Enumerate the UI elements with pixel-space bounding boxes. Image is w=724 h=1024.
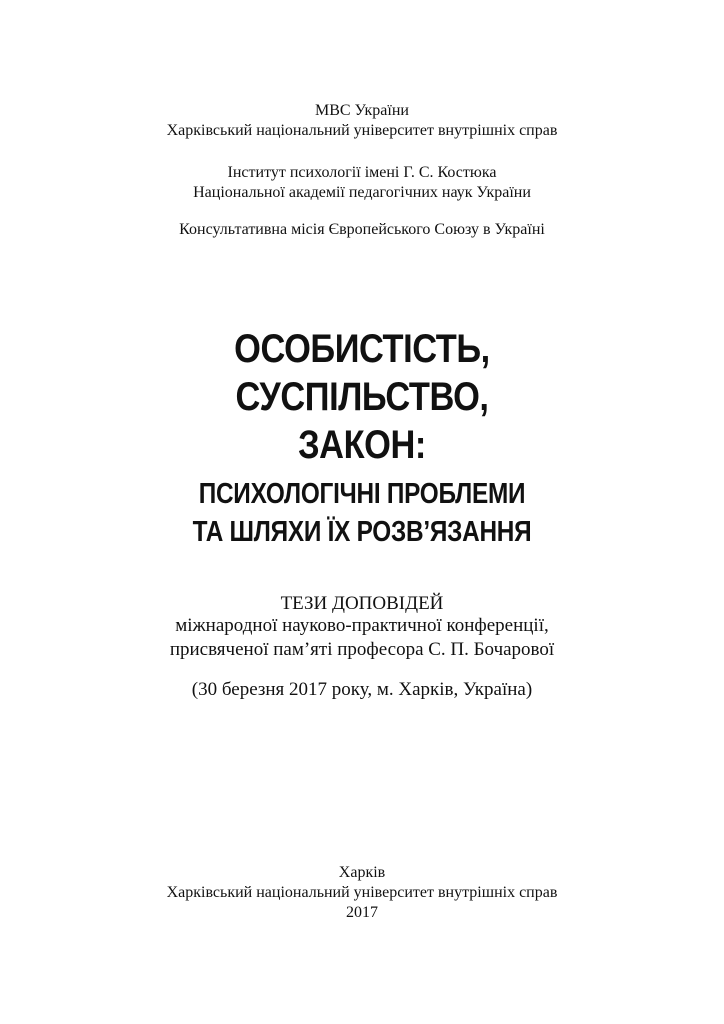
conference-description: міжнародної науково-практичної конференції,	[175, 615, 549, 636]
ministry-name: МВС України	[315, 102, 409, 119]
title-line-1: ОСОБИСТІСТЬ,	[234, 327, 490, 371]
title-line-5: ТА ШЛЯХИ ЇХ РОЗВ’ЯЗАННЯ	[192, 516, 532, 548]
publication-city: Харків	[338, 864, 386, 881]
university-name: Харківський національний університет внутрішніх справ	[166, 122, 558, 139]
title-line-2: СУСПІЛЬСТВО,	[235, 375, 489, 419]
publication-year: 2017	[346, 904, 378, 921]
title-line-4: ПСИХОЛОГІЧНІ ПРОБЛЕМИ	[198, 478, 526, 510]
dedication: присвяченої пам’яті професора С. П. Бочарової	[169, 639, 555, 660]
eu-mission-name: Консультативна місія Європейського Союзу в Україні	[179, 221, 545, 238]
conference-date: (30 березня 2017 року, м. Харків, Україна)	[191, 679, 533, 700]
title-line-3: ЗАКОН:	[298, 423, 426, 467]
academy-name: Національної академії педагогічних наук України	[193, 184, 531, 201]
theses-heading: ТЕЗИ ДОПОВІДЕЙ	[280, 593, 444, 614]
publisher-name: Харківський національний університет внутрішніх справ	[166, 884, 558, 901]
institute-name: Інститут психології імені Г. С. Костюка	[227, 164, 497, 181]
